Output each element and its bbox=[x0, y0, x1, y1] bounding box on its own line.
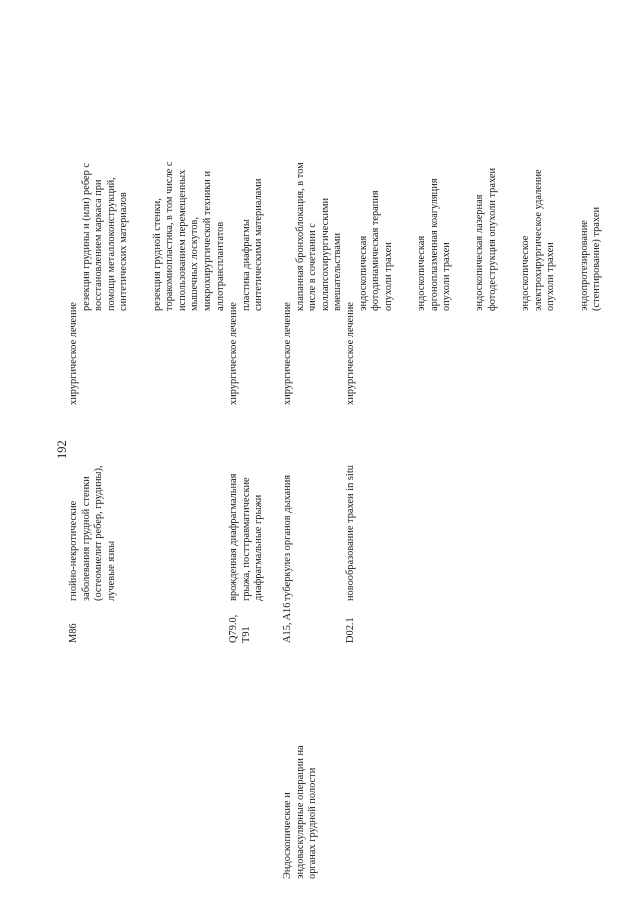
diagnosis-text: врожденная диафрагмальная грыжа, посттравматические диафрагмальные грыжи bbox=[228, 473, 265, 601]
method-item: эндоскопическое электрохирургическое удаление опухоли трахеи bbox=[520, 169, 557, 311]
treatment-methods bbox=[282, 101, 345, 311]
treatment-type: хирургическое лечение bbox=[68, 302, 79, 405]
icd-code: A15, A16 bbox=[282, 602, 293, 643]
diagnosis-text: туберкулез органов дыхания bbox=[282, 474, 293, 601]
icd-code: M86 bbox=[68, 623, 79, 643]
method-item: пластика диафрагмы синтетическими материалами bbox=[240, 178, 265, 311]
page-number: 192 bbox=[55, 440, 69, 459]
section-title: Эндоскопические и эндоваскулярные операции на органах грудной полости bbox=[282, 745, 319, 879]
method-item: резекция грудной стенки, торакомиопластика, в том числе с использованием перемещенных мышечных лоскутов, микрохирургической техники и аллотрансплантатов bbox=[151, 161, 226, 311]
treatment-type: хирургическое лечение bbox=[282, 302, 293, 405]
treatment-methods bbox=[345, 101, 604, 311]
method-item: эндоскопическая фотодинамическая терапия опухоли трахеи bbox=[357, 190, 394, 311]
method-item: эндоскопическая аргоноплазменная коагуляция опухоли трахеи bbox=[415, 178, 453, 311]
treatment-methods bbox=[228, 101, 266, 311]
diagnosis-text: новообразование трахеи in situ bbox=[345, 465, 356, 601]
method-item: эндоскопическая лазерная фотодеструкция опухоли трахеи bbox=[474, 167, 498, 311]
method-item: клапанная бронхоблокация, в том числе в сочетании с коллапсохирургическими вмешательствами bbox=[294, 162, 344, 311]
treatment-type: хирургическое лечение bbox=[228, 302, 239, 405]
method-item: эндопротезирование (стентирование) трахеи bbox=[578, 206, 603, 311]
treatment-methods bbox=[68, 101, 227, 311]
icd-code: D02.1 bbox=[345, 617, 356, 643]
diagnosis-text: гнойно-некротические заболевания грудной стенки (остеомиелит ребер, грудины), лучевые язвы bbox=[68, 465, 117, 601]
icd-code: Q79.0, T91 bbox=[228, 614, 252, 643]
treatment-type: хирургическое лечение bbox=[345, 302, 356, 405]
method-item: резекция грудины и (или) ребер с восстановлением каркаса при помощи металлоконструкций, синтетических материалов bbox=[80, 163, 130, 311]
